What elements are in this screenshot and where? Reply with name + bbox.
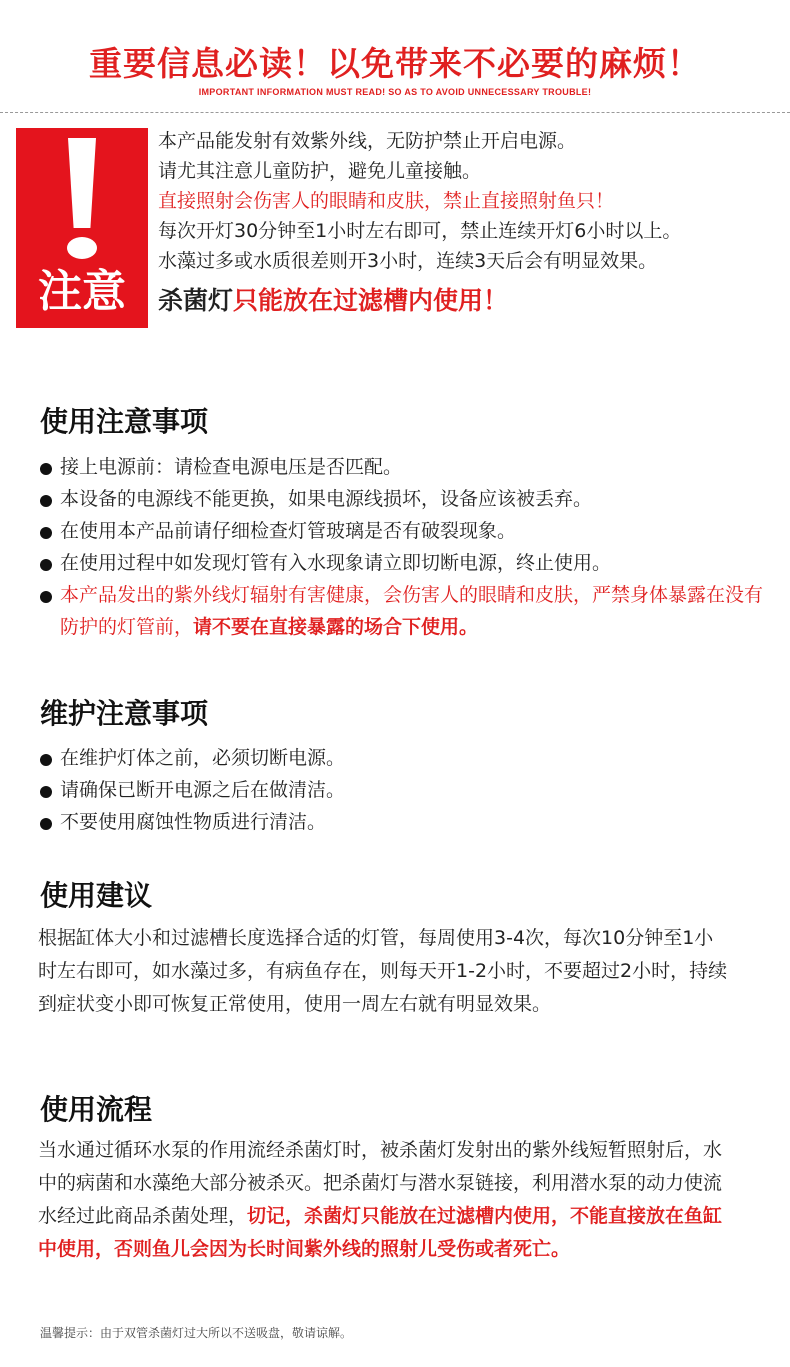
header (0, 38, 790, 97)
list-item: 在使用过程中如发现灯管有入水现象请立即切断电源，终止使用。 (40, 547, 780, 579)
process-text: 当水通过循环水泵的作用流经杀菌灯时，被杀菌灯发射出的紫外线短暂照射后，水中的病菌和水藻绝大部分被杀灭。把杀菌灯与潜水泵链接，利用潜水泵的动力使流水经过此商品杀菌处理， (38, 1139, 723, 1227)
notice-final-line (158, 278, 788, 324)
notice-line-warning: 直接照射会伤害人的眼睛和皮肤，禁止直接照射鱼只！ (158, 190, 615, 212)
list-item-warning (40, 579, 780, 643)
header-subtitle: IMPORTANT INFORMATION MUST READ! SO AS TO AVOID UNNECESSARY TROUBLE! (198, 87, 592, 97)
divider (0, 112, 790, 113)
notice-line: 每次开灯30分钟至1小时左右即可，禁止连续开灯6小时以上。 (158, 220, 682, 242)
notice-final-red: 只能放在过滤槽内使用！ (233, 286, 509, 315)
usage-notes-list (40, 451, 780, 643)
usage-notes-title: 使用注意事项 (40, 405, 209, 438)
maintenance-title: 维护注意事项 (40, 697, 209, 730)
list-item: 不要使用腐蚀性物质进行清洁。 (40, 806, 780, 838)
list-item: 本设备的电源线不能更换，如果电源线损坏，设备应该被丢弃。 (40, 483, 780, 515)
advice-text: 根据缸体大小和过滤槽长度选择合适的灯管，每周使用3-4次，每次10分钟至1小时左右即可，如水藻过多，有病鱼存在，则每天开1-2小时，不要超过2小时，持续到症状变小即可恢复正常使用，使用一周左右就有明显效果。 (38, 927, 728, 1015)
warning-text: 本产品发出的紫外线灯辐射有害健康，会伤害人的眼睛和皮肤，严禁身体暴露在没有防护的灯管前， (60, 584, 764, 638)
notice-line: 请尤其注意儿童防护，避免儿童接触。 (158, 160, 482, 182)
advice-title: 使用建议 (40, 879, 153, 912)
notice-label: 注意 (38, 266, 126, 317)
maintenance-list (40, 742, 780, 838)
list-item: 接上电源前：请检查电源电压是否匹配。 (40, 451, 780, 483)
list-item: 在使用本产品前请仔细检查灯管玻璃是否有破裂现象。 (40, 515, 780, 547)
process-title: 使用流程 (40, 1093, 153, 1126)
notice-lines (158, 126, 788, 324)
notice-box (16, 128, 148, 328)
notice-line: 本产品能发射有效紫外线，无防护禁止开启电源。 (158, 130, 577, 152)
notice-line: 水藻过多或水质很差则开3小时，连续3天后会有明显效果。 (158, 250, 658, 272)
process-paragraph (38, 1134, 728, 1266)
process-warning: 切记，杀菌灯只能放在过滤槽内使用，不能直接放在鱼缸中使用，否则鱼儿会因为长时间紫外线的照射儿受伤或者死亡。 (38, 1205, 723, 1260)
exclamation-icon (68, 138, 96, 228)
header-title: 重要信息必读！以免带来不必要的麻烦！ (89, 44, 701, 83)
footnote: 温馨提示：由于双管杀菌灯过大所以不送吸盘，敬请谅解。 (40, 1326, 353, 1340)
list-item: 请确保已断开电源之后在做清洁。 (40, 774, 780, 806)
exclamation-dot (67, 237, 97, 259)
notice-final-black: 杀菌灯 (158, 286, 234, 315)
list-item: 在维护灯体之前，必须切断电源。 (40, 742, 780, 774)
warning-text-bold: 请不要在直接暴露的场合下使用。 (193, 616, 479, 638)
